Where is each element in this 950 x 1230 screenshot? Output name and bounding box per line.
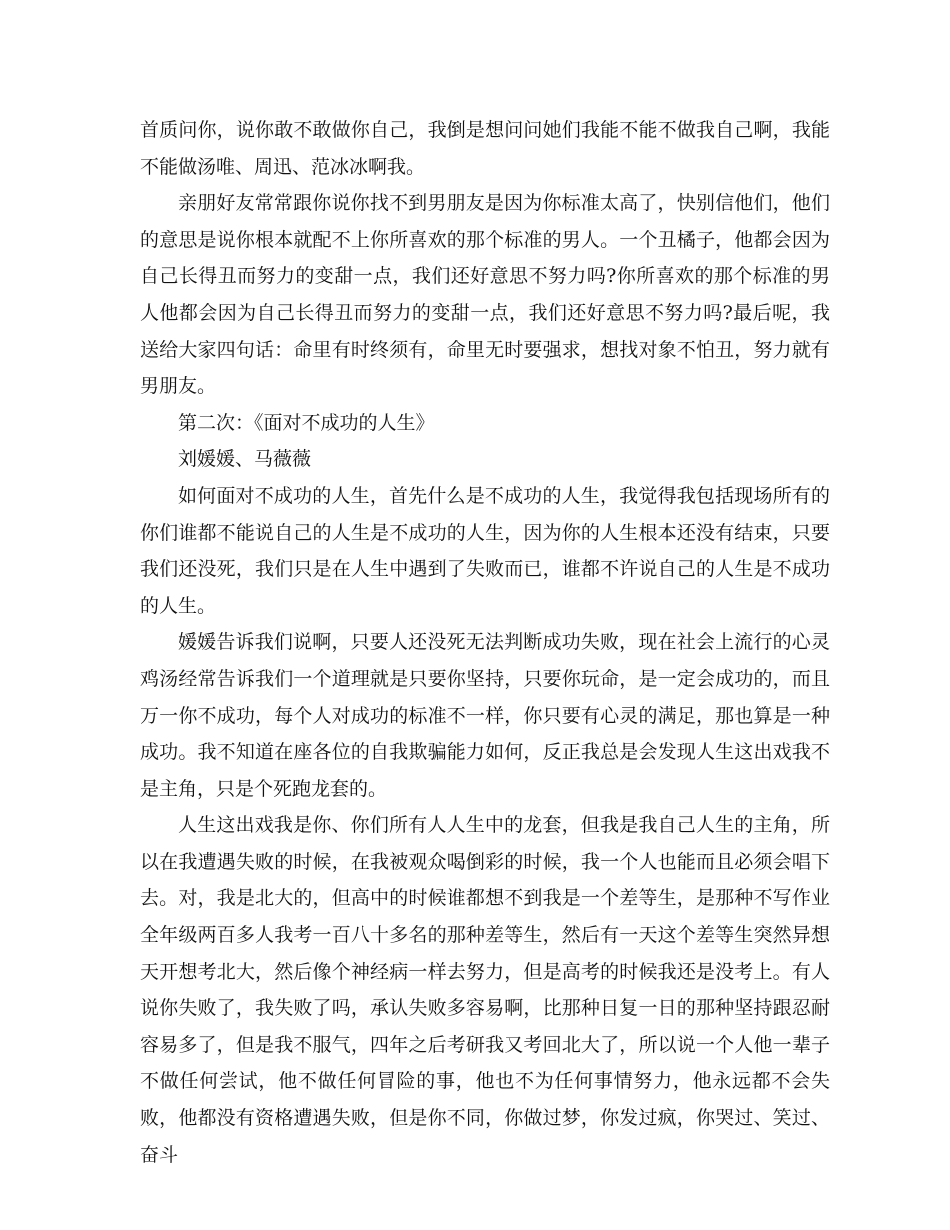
paragraph: 如何面对不成功的人生，首先什么是不成功的人生，我觉得我包括现场所有的你们谁都不能说自己的人生是不成功的人生，因为你的人生根本还没有结束，只要我们还没死，我们只是在人生中遇到了失败而已，谁都不许说自己的人生是不成功的人生。 — [140, 484, 830, 617]
section-heading: 第二次：《面对不成功的人生》 — [178, 411, 435, 434]
speaker-names: 刘媛媛、马薇薇 — [178, 448, 312, 471]
paragraph: 亲朋好友常常跟你说你找不到男朋友是因为你标准太高了，快别信他们，他们的意思是说你根本就配不上你所喜欢的那个标准的男人。一个丑橘子，他都会因为自己长得丑而努力的变甜一点，我们还好意思不努力吗?你所喜欢的那个标准的男人他都会因为自己长得丑而努力的变甜一点，我们还好意思不努力吗?最后呢，我送给大家四句话：命里有时终须有，命里无时要强求，想找对象不怕丑，努力就有男朋友。 — [140, 192, 830, 398]
paragraph: 人生这出戏我是你、你们所有人人生中的龙套，但我是我自己人生的主角，所以在我遭遇失败的时候，在我被观众喝倒彩的时候，我一个人也能而且必须会唱下去。对，我是北大的，但高中的时候谁都想不到我是一个差等生，是那种不写作业全年级两百多人我考一百八十多名的那种差等生，然后有一天这个差等生突然异想天开想考北大，然后像个神经病一样去努力，但是高考的时候我还是没考上。有人说你失败了，我失败了吗，承认失败多容易啊，比那种日复一日的那种坚持跟忍耐容易多了，但是我不服气，四年之后考研我又考回北大了，所以说一个人他一辈子不做任何尝试，他不做任何冒险的事，他也不为任何事情努力，他永远都不会失败，他都没有资格遭遇失败，但是你不同，你做过梦，你发过疯，你哭过、笑过、奋斗 — [140, 814, 830, 1166]
paragraph: 媛媛告诉我们说啊，只要人还没死无法判断成功失败，现在社会上流行的心灵鸡汤经常告诉我们一个道理就是只要你坚持，只要你玩命，是一定会成功的，而且万一你不成功，每个人对成功的标准不一样，你只要有心灵的满足，那也算是一种成功。我不知道在座各位的自我欺骗能力如何，反正我总是会发现人生这出戏我不是主角，只是个死跑龙套的。 — [140, 631, 830, 800]
document-body — [140, 112, 830, 1173]
paragraph: 首质问你，说你敢不敢做你自己，我倒是想问问她们我能不能不做我自己啊，我能不能做汤唯、周迅、范冰冰啊我。 — [140, 119, 830, 178]
